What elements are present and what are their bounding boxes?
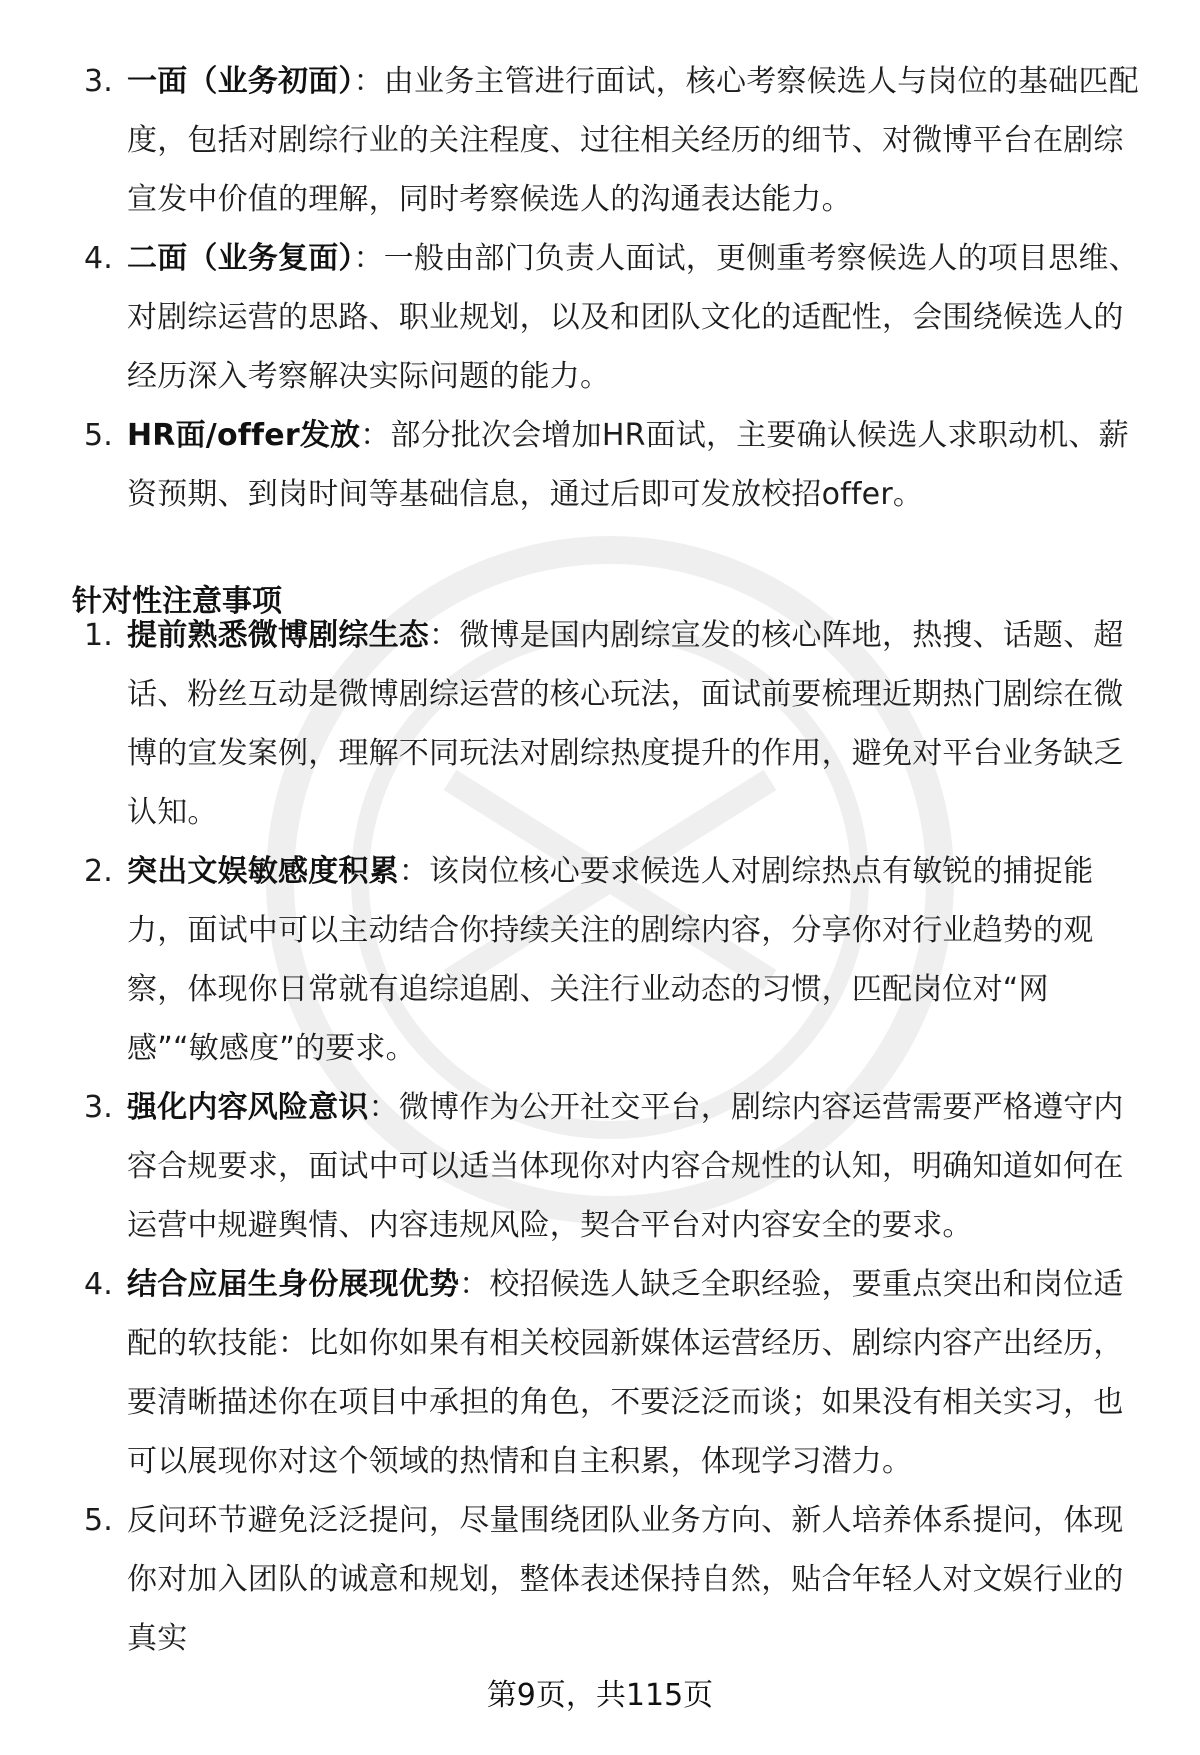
list-item-heading: 提前熟悉微博剧综生态 <box>127 618 429 653</box>
list-item-text: ：一般由部门负责人面试，更侧重考察候选人的项目思维、对剧综运营的思路、职业规划，以及和团队文化的适配性，会围绕候选人的经历深入考察解决实际问题的能力。 <box>127 241 1139 394</box>
list-item-number: 5. <box>84 1503 114 1538</box>
list-item-text: ：由业务主管进行面试，核心考察候选人与岗位的基础匹配度，包括对剧综行业的关注程度、过往相关经历的细节、对微博平台在剧综宣发中价值的理解，同时考察候选人的沟通表达能力。 <box>127 64 1139 217</box>
interview-process-list <box>0 52 1200 524</box>
list-item-number: 4. <box>84 241 114 276</box>
list-item-heading: 一面（业务初面） <box>127 64 354 99</box>
list-item <box>0 1078 1200 1255</box>
list-item <box>0 229 1200 406</box>
list-item-heading: HR面/offer发放 <box>127 418 361 453</box>
list-item-text: ：微博是国内剧综宣发的核心阵地，热搜、话题、超话、粉丝互动是微博剧综运营的核心玩法，面试前要梳理近期热门剧综在微博的宣发案例，理解不同玩法对剧综热度提升的作用，避免对平台业务缺乏认知。 <box>127 618 1124 830</box>
list-item-number: 3. <box>84 1090 114 1125</box>
list-item-number: 1. <box>84 618 114 653</box>
section-title: 针对性注意事项 <box>72 584 282 619</box>
list-item-text: ：微博作为公开社交平台，剧综内容运营需要严格遵守内容合规要求，面试中可以适当体现你对内容合规性的认知，明确知道如何在运营中规避舆情、内容违规风险，契合平台对内容安全的要求。 <box>127 1090 1124 1243</box>
list-item-number: 5. <box>84 418 114 453</box>
list-item <box>0 1491 1200 1668</box>
list-item <box>0 842 1200 1078</box>
list-item-heading: 强化内容风险意识 <box>127 1090 369 1125</box>
list-item-heading: 结合应届生身份展现优势 <box>127 1267 460 1302</box>
list-item-heading: 突出文娱敏感度积累 <box>127 854 399 889</box>
list-item-number: 3. <box>84 64 114 99</box>
list-item-text: ：该岗位核心要求候选人对剧综热点有敏锐的捕捉能力，面试中可以主动结合你持续关注的剧综内容，分享你对行业趋势的观察，体现你日常就有追综追剧、关注行业动态的习惯，匹配岗位对“网感”“敏感度”的要求。 <box>127 854 1094 1066</box>
list-item <box>0 1255 1200 1491</box>
list-item-text: 反问环节避免泛泛提问，尽量围绕团队业务方向、新人培养体系提问，体现你对加入团队的诚意和规划，整体表述保持自然，贴合年轻人对文娱行业的真实 <box>127 1503 1124 1656</box>
list-item <box>0 606 1200 842</box>
page-number-footer: 第9页，共115页 <box>486 1678 714 1713</box>
list-item-heading: 二面（业务复面） <box>127 241 354 276</box>
list-item-number: 2. <box>84 854 114 889</box>
list-item-text: ：部分批次会增加HR面试，主要确认候选人求职动机、薪资预期、到岗时间等基础信息，通过后即可发放校招offer。 <box>127 418 1129 512</box>
list-item-text: ：校招候选人缺乏全职经验，要重点突出和岗位适配的软技能：比如你如果有相关校园新媒体运营经历、剧综内容产出经历，要清晰描述你在项目中承担的角色，不要泛泛而谈；如果没有相关实习，也可以展现你对这个领域的热情和自主积累，体现学习潜力。 <box>127 1267 1124 1479</box>
list-item <box>0 52 1200 229</box>
list-item-number: 4. <box>84 1267 114 1302</box>
list-item <box>0 406 1200 524</box>
tips-list <box>0 606 1200 1668</box>
